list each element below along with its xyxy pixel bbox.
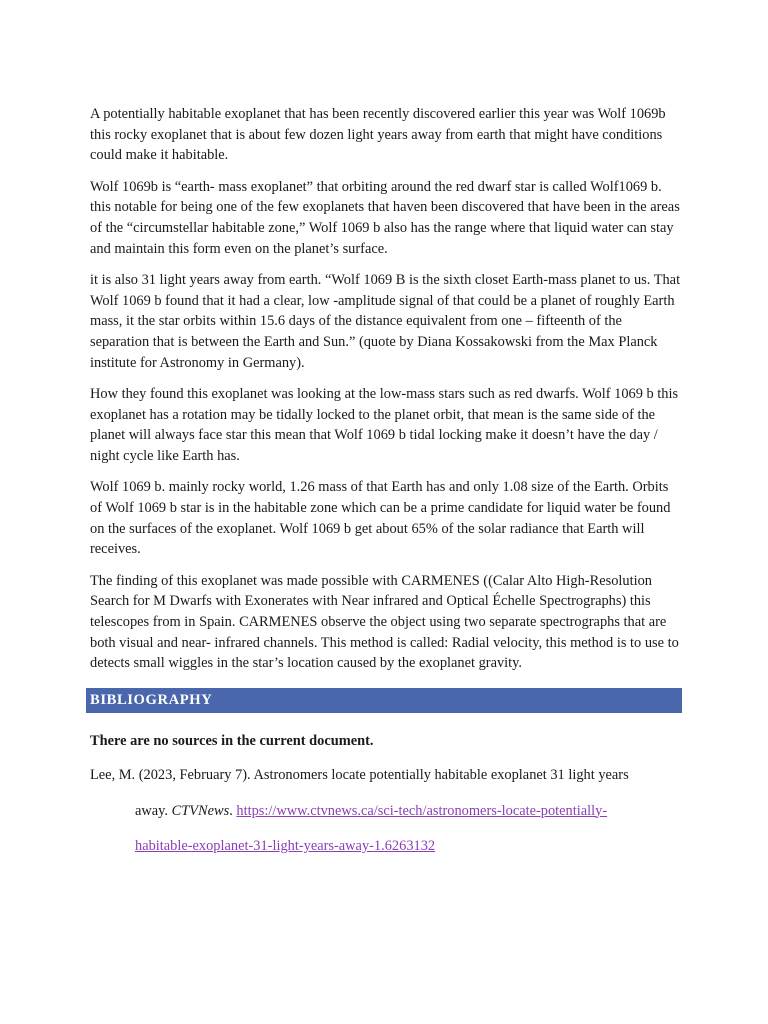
- body-paragraph-4: How they found this exoplanet was looking at the low-mass stars such as red dwarfs. Wolf 1069 b this exoplanet has a rotation may be tidally locked to the planet orbit, that mean is the same side of the planet will always face star this mean that Wolf 1069 b tidal locking make it doesn’t have the day / night cycle like Earth has.: [90, 385, 679, 465]
- reference-link-part-2[interactable]: habitable-exoplanet-31-light-years-away-1.6263132: [135, 838, 436, 855]
- body-paragraph-5: Wolf 1069 b. mainly rocky world, 1.26 mass of that Earth has and only 1.08 size of the Earth. Orbits of Wolf 1069 b star is in the habitable zone which can be a prime candidate for liquid water be found on the surfaces of the exoplanet. Wolf 1069 b get about 65% of the solar radiance that Earth will receives.: [90, 479, 671, 558]
- bibliography-entry: [90, 758, 682, 865]
- reference-link-line: [90, 829, 682, 865]
- body-paragraph-6: The finding of this exoplanet was made possible with CARMENES ((Calar Alto High-Resolution Search for M Dwarfs with Exonerates with Near infrared and Optical Échelle Spectrographs) this telescopes from in Spain. CARMENES observe the object using two separate spectrographs that are both visual and near- infrared channels. This method is called: Radial velocity, this method is to use to detects small wiggles in the star’s location caused by the exoplanet gravity.: [90, 572, 679, 672]
- reference-source: CTVNews: [171, 802, 230, 819]
- body-paragraph-2: Wolf 1069b is “earth- mass exoplanet” that orbiting around the red dwarf star is called Wolf1069 b. this notable for being one of the few exoplanets that haven been discovered that have been in the areas of the “circumstellar habitable zone,” Wolf 1069 b also has the range where that liquid water can stay and maintain this form even on the planet’s surface.: [90, 178, 680, 257]
- body-paragraph-3: it is also 31 light years away from earth. “Wolf 1069 B is the sixth closet Earth-mass planet to us. That Wolf 1069 b found that it had a clear, low -amplitude signal of that could be a planet of roughly Earth mass, it the star orbits within 15.6 days of the distance equivalent from one – fifteenth of the separation that is between the Earth and Sun.” (quote by Diana Kossakowski from the Max Planck institute for Astronomy in Germany).: [90, 271, 681, 371]
- reference-title-end: away.: [135, 802, 172, 819]
- body-paragraph-1: A potentially habitable exoplanet that has been recently discovered earlier this year was Wolf 1069b this rocky exoplanet that is about few dozen light years away from earth that might have conditions could make it habitable.: [90, 106, 666, 164]
- no-sources-notice: There are no sources in the current document.: [90, 733, 374, 750]
- reference-source-suffix: .: [229, 802, 237, 819]
- reference-link-part-1[interactable]: https://www.ctvnews.ca/sci-tech/astronomers-locate-potentially-: [236, 802, 608, 819]
- reference-authors-date: Lee, M. (2023, February 7). Astronomers locate potentially habitable exoplanet 31 light years: [90, 767, 629, 784]
- bibliography-heading: BIBLIOGRAPHY: [86, 688, 682, 713]
- document-page: [90, 104, 682, 865]
- reference-continuation: [90, 794, 682, 830]
